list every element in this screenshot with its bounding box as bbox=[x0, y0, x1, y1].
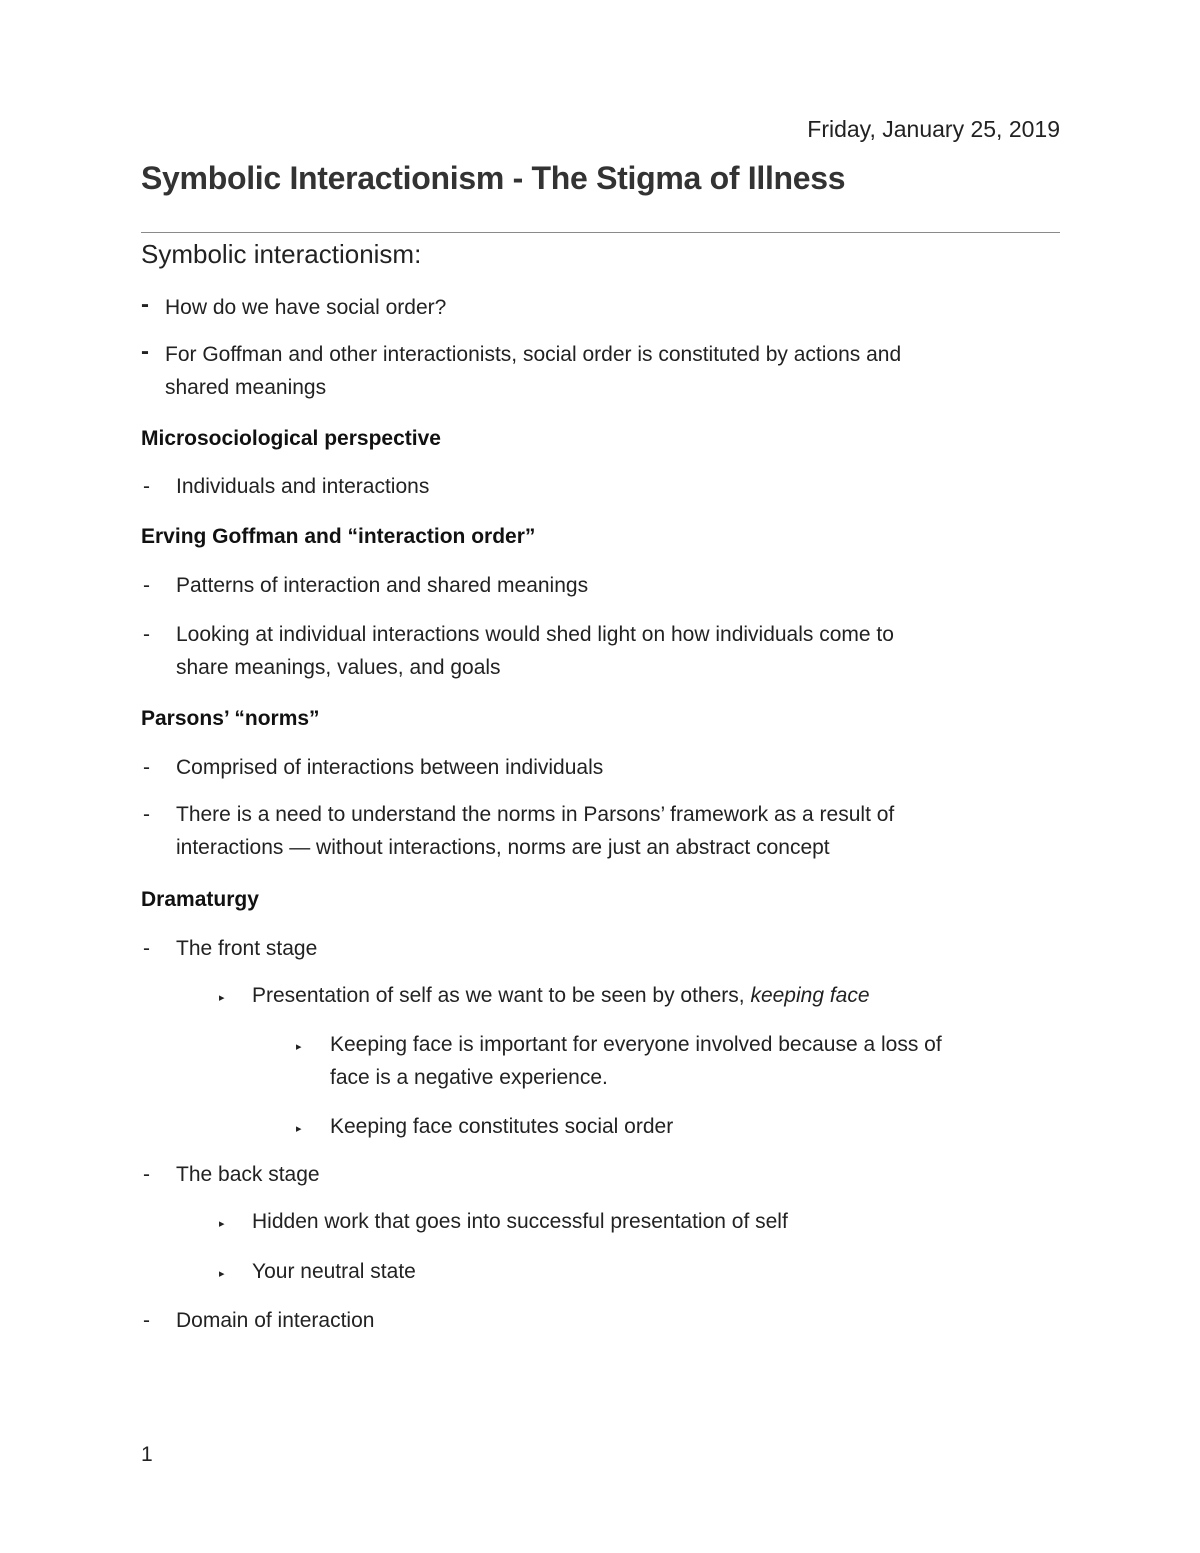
document-title: Symbolic Interactionism - The Stigma of Illness bbox=[141, 160, 846, 196]
bullet-dash: - bbox=[141, 338, 149, 365]
page-number: 1 bbox=[141, 1443, 153, 1466]
bullet-dash: - bbox=[143, 623, 150, 646]
triangle-bullet-icon: ▸ bbox=[296, 1123, 302, 1135]
list-item: For Goffman and other interactionists, social order is constituted by actions and bbox=[165, 343, 902, 366]
list-item: There is a need to understand the norms in Parsons’ framework as a result of bbox=[176, 803, 895, 826]
list-item: Individuals and interactions bbox=[176, 475, 430, 498]
list-item-continuation: face is a negative experience. bbox=[330, 1066, 608, 1089]
triangle-bullet-icon: ▸ bbox=[296, 1041, 302, 1053]
list-item: The back stage bbox=[176, 1163, 320, 1186]
list-item: Domain of interaction bbox=[176, 1309, 375, 1332]
list-item: Comprised of interactions between individuals bbox=[176, 756, 604, 779]
dramaturgy-heading: Dramaturgy bbox=[141, 888, 259, 911]
triangle-bullet-icon: ▸ bbox=[219, 1218, 225, 1230]
bullet-dash: - bbox=[143, 1309, 150, 1332]
micro-heading: Microsociological perspective bbox=[141, 427, 441, 450]
bullet-dash: - bbox=[141, 291, 149, 318]
list-item: Patterns of interaction and shared meanings bbox=[176, 574, 589, 597]
list-item-sub bbox=[252, 984, 870, 1008]
bullet-dash: - bbox=[143, 803, 150, 826]
bullet-dash: - bbox=[143, 475, 150, 498]
title-divider bbox=[141, 232, 1060, 233]
document-date: Friday, January 25, 2019 bbox=[807, 116, 1060, 142]
triangle-bullet-icon: ▸ bbox=[219, 992, 225, 1004]
list-item-continuation: interactions — without interactions, norms are just an abstract concept bbox=[176, 836, 830, 859]
list-item-sub: Your neutral state bbox=[252, 1260, 416, 1283]
bullet-dash: - bbox=[143, 756, 150, 779]
list-item-sub: Hidden work that goes into successful presentation of self bbox=[252, 1210, 788, 1233]
bullet-dash: - bbox=[143, 937, 150, 960]
list-item-continuation: share meanings, values, and goals bbox=[176, 656, 501, 679]
bullet-dash: - bbox=[143, 574, 150, 597]
keeping-face-emphasis: keeping face bbox=[750, 984, 870, 1007]
list-item-subsub: Keeping face constitutes social order bbox=[330, 1115, 674, 1138]
list-item: The front stage bbox=[176, 937, 318, 960]
goffman-heading: Erving Goffman and “interaction order” bbox=[141, 525, 536, 548]
list-item-continuation: shared meanings bbox=[165, 376, 327, 399]
bullet-dash: - bbox=[143, 1163, 150, 1186]
list-item-subsub: Keeping face is important for everyone involved because a loss of bbox=[330, 1033, 942, 1056]
parsons-heading: Parsons’ “norms” bbox=[141, 707, 320, 730]
list-item: Looking at individual interactions would shed light on how individuals come to bbox=[176, 623, 894, 646]
list-item-sub-text: Presentation of self as we want to be seen by others, bbox=[252, 984, 751, 1007]
section-heading: Symbolic interactionism: bbox=[141, 239, 422, 269]
triangle-bullet-icon: ▸ bbox=[219, 1268, 225, 1280]
list-item: How do we have social order? bbox=[165, 296, 447, 319]
